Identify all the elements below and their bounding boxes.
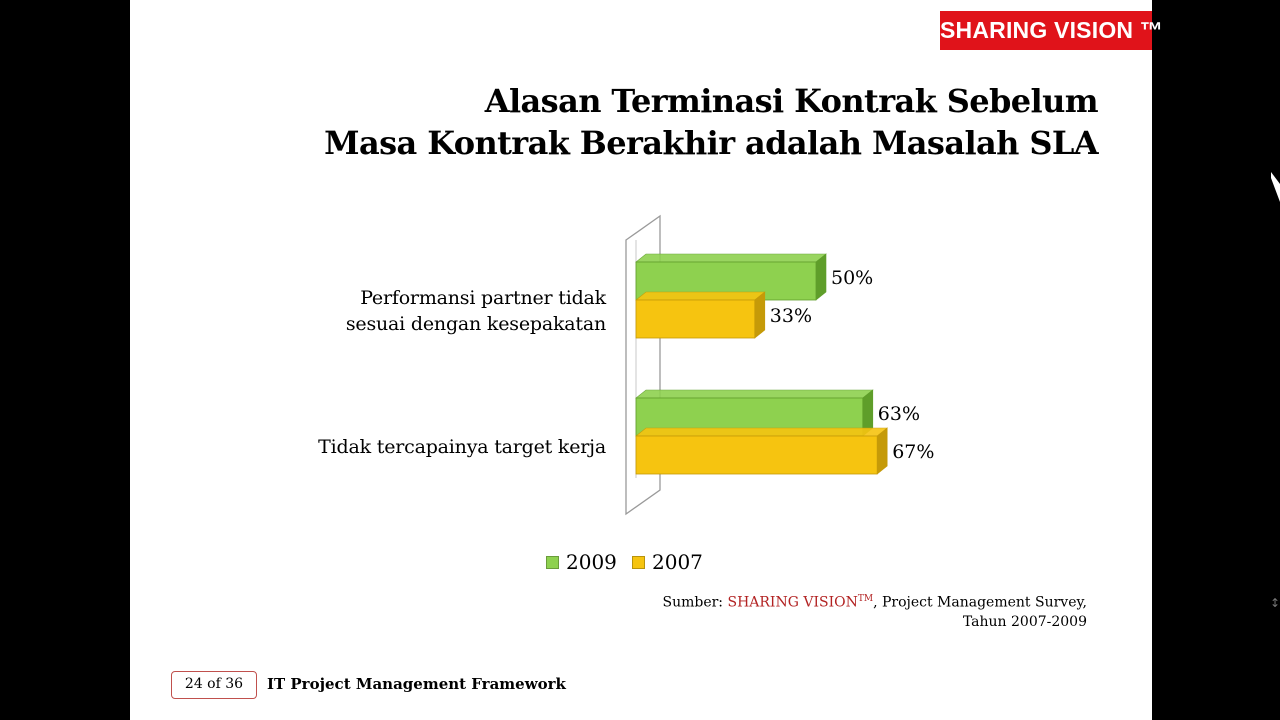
bar-2007-1 xyxy=(636,300,755,338)
category-label-line: Tidak tercapainya target kerja xyxy=(318,436,606,458)
legend-swatch-2009 xyxy=(546,556,559,569)
legend-swatch-2007 xyxy=(632,556,645,569)
source-years: Tahun 2007-2009 xyxy=(962,614,1087,630)
data-label-2007-1: 33% xyxy=(769,305,813,327)
bar-2007-2-top xyxy=(636,428,887,436)
bar-2007-2 xyxy=(636,436,877,474)
legend-label-2009: 2009 xyxy=(566,550,617,574)
source-org-tm: TM xyxy=(857,594,874,604)
data-label-2009-1: 50% xyxy=(831,267,874,289)
slide-title-line-2: Masa Kontrak Berakhir adalah Masalah SLA xyxy=(324,124,1098,162)
category-label-line: Performansi partner tidak xyxy=(360,287,606,309)
brand-logo: SHARING VISION ™ xyxy=(940,11,1152,50)
bar-2009-1-top xyxy=(636,254,826,262)
source-org: SHARING VISION xyxy=(727,594,858,611)
source-prefix: Sumber: xyxy=(662,594,728,611)
category-label-line: sesuai dengan kesepakatan xyxy=(345,313,606,335)
bar-2009-2-top xyxy=(636,390,873,398)
footer-title: IT Project Management Framework xyxy=(267,675,566,693)
legend-label-2007: 2007 xyxy=(652,550,703,574)
bar-2009-1-side xyxy=(816,254,826,300)
page-indicator: 24 of 36 xyxy=(171,671,257,699)
data-label-2009-2: 63% xyxy=(877,403,921,425)
resize-cursor-icon: ↕ xyxy=(1270,596,1280,610)
source-note xyxy=(662,594,1087,611)
bar-2007-1-top xyxy=(636,292,765,300)
slide-title-line-1: Alasan Terminasi Kontrak Sebelum xyxy=(484,82,1098,120)
bar-2007-2-side xyxy=(877,428,887,474)
data-label-2007-2: 67% xyxy=(892,441,935,463)
bar-2007-1-side xyxy=(755,292,765,338)
source-suffix: , Project Management Survey, xyxy=(873,594,1087,611)
